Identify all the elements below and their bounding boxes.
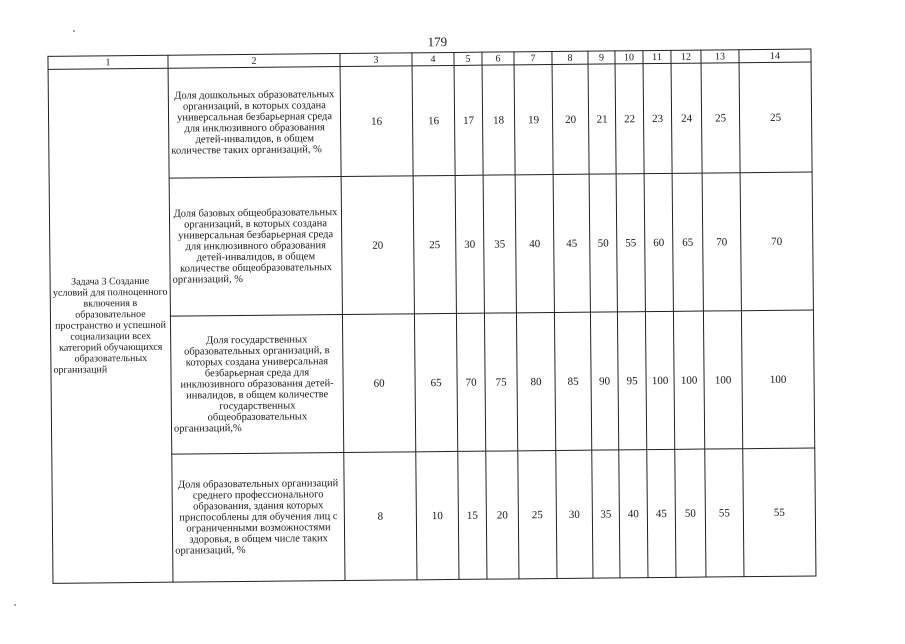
indicator-cell: Доля дошкольных образовательных организаций, в которых создана универсальная безбарьерная среда для инклюзивного образования детей-инвалидов, в общем количестве таких организаций, % (168, 67, 341, 179)
value-cell: 22 (615, 64, 644, 174)
column-number: 8 (552, 51, 588, 64)
value-cell: 65 (414, 313, 457, 451)
value-cell: 70 (702, 173, 741, 311)
value-cell: 60 (342, 314, 415, 453)
value-cell: 17 (454, 65, 483, 175)
value-cell: 16 (412, 65, 455, 175)
value-cell: 70 (740, 172, 813, 311)
value-cell: 20 (341, 176, 414, 315)
column-number: 6 (482, 52, 514, 65)
value-cell: 60 (644, 173, 673, 311)
value-cell: 100 (673, 311, 704, 449)
column-number: 1 (48, 55, 168, 69)
value-cell: 18 (482, 65, 515, 175)
value-cell: 30 (556, 450, 593, 578)
value-cell: 55 (616, 174, 645, 312)
column-number: 2 (168, 54, 340, 69)
indicator-cell: Доля государственных образовательных организаций, в которых создана универсальная безбарьерная среда для инклюзивного образования детей-инвалидов, в общем количестве государственных общеобразовательных организаций,% (170, 315, 343, 455)
column-number: 11 (643, 50, 671, 63)
column-number: 12 (671, 50, 701, 63)
value-cell: 21 (588, 64, 616, 174)
indicator-cell: Доля базовых общеобразовательных организаций, в которых создана универсальная безбарьерная среда для инклюзивного образования детей-инвалидов, в общем количестве общеобразовательных организаций, % (169, 177, 342, 317)
value-cell: 30 (455, 175, 484, 313)
column-number: 5 (454, 52, 482, 65)
column-number: 14 (739, 49, 811, 63)
value-cell: 100 (703, 311, 742, 449)
value-cell: 100 (741, 310, 814, 449)
indicator-cell: Доля образовательных организаций среднего профессионального образования, здания которых приспособлены для обучения лиц с ограниченными возможностями здоровья, в общем числе таких организаций, % (172, 453, 345, 583)
value-cell: 20 (552, 64, 589, 174)
value-cell: 50 (589, 174, 617, 312)
value-cell: 45 (647, 449, 676, 577)
value-cell: 75 (484, 313, 517, 451)
value-cell: 23 (643, 63, 672, 173)
value-cell: 65 (672, 173, 703, 311)
value-cell: 80 (516, 312, 555, 450)
value-cell: 40 (619, 450, 648, 578)
scan-speck (14, 604, 16, 606)
value-cell: 24 (671, 63, 702, 173)
table-row (48, 62, 812, 179)
column-number: 3 (340, 53, 412, 67)
scan-speck (73, 30, 75, 32)
value-cell: 25 (739, 62, 812, 173)
column-number: 13 (701, 50, 739, 63)
value-cell: 25 (518, 450, 557, 578)
value-cell: 35 (592, 450, 620, 578)
value-cell: 85 (554, 312, 591, 450)
column-number: 7 (514, 52, 552, 65)
value-cell: 40 (515, 175, 554, 313)
task-cell: Задача 3 Создание условий для полноценного включения в образовательное пространство и успешной социализации всех категорий обучающихся образовательных организаций (48, 68, 173, 583)
value-cell: 70 (456, 313, 485, 451)
column-number: 9 (588, 51, 615, 64)
column-number: 4 (412, 52, 454, 65)
indicators-table (47, 49, 816, 584)
page-number: 179 (427, 34, 448, 50)
value-cell: 25 (413, 175, 456, 313)
value-cell: 16 (340, 66, 413, 177)
value-cell: 19 (514, 65, 553, 175)
value-cell: 100 (645, 311, 674, 449)
value-cell: 95 (617, 312, 646, 450)
value-cell: 90 (590, 312, 618, 450)
value-cell: 35 (483, 175, 516, 313)
column-number: 10 (615, 51, 643, 64)
value-cell: 25 (701, 63, 740, 173)
value-cell: 45 (553, 174, 590, 312)
value-cell: 10 (416, 451, 459, 579)
value-cell: 20 (486, 451, 519, 579)
value-cell: 8 (344, 452, 417, 581)
value-cell: 55 (743, 448, 816, 577)
value-cell: 15 (458, 451, 487, 579)
value-cell: 55 (705, 449, 744, 577)
value-cell: 50 (675, 449, 706, 577)
